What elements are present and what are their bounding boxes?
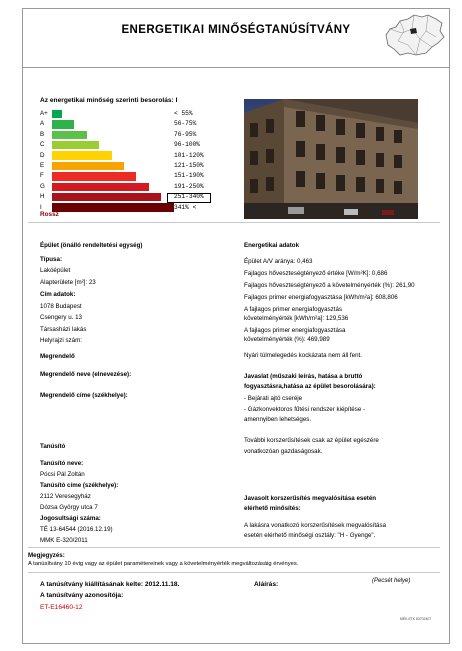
- rating-class-bar: [52, 120, 74, 129]
- rating-class-letter: G: [40, 182, 45, 190]
- section-divider: [28, 547, 440, 548]
- certifier-heading: Tanúsító: [40, 443, 66, 450]
- rating-class-letter: I: [40, 203, 42, 211]
- building-type-label: Típusa:: [40, 256, 63, 263]
- energy-line-5: A fajlagos primer energiafogyasztás: [244, 306, 343, 313]
- rating-class-range: 101-120%: [174, 151, 204, 159]
- certifier-name-value: Pócsi Pál Zoltán: [40, 471, 85, 478]
- rating-class-bar: [52, 162, 124, 171]
- rating-class-letter: C: [40, 141, 45, 149]
- energy-line-4: Fajlagos primer energiafogyasztása [kWh/m²a]: 608,806: [244, 294, 398, 301]
- address-kind: Társasházi lakás: [40, 326, 87, 333]
- rating-class-letter: A+: [40, 110, 48, 117]
- rating-class-bar: [52, 131, 87, 140]
- rating-class-bar: [52, 183, 149, 192]
- signature-label: Aláírás:: [254, 581, 279, 588]
- stamp-placeholder: (Pecsét helye): [372, 578, 411, 584]
- rating-class-letter: F: [40, 172, 44, 180]
- section-divider: [28, 222, 440, 223]
- rating-class-range: 96-100%: [174, 141, 200, 149]
- license-number-1: TÉ 13-64544 (2016.12.19): [40, 526, 113, 533]
- certifier-address-label: Tanúsító címe (székhelye):: [40, 482, 119, 489]
- proposal-item-3: amennyiben lehetséges.: [244, 416, 312, 423]
- rating-class-bar: [52, 141, 99, 150]
- rating-class-range: 341% <: [174, 203, 197, 211]
- rating-class-range: 151-190%: [174, 172, 204, 180]
- certifier-address-city: 2112 Veresegyház: [40, 493, 91, 500]
- building-photo: [244, 99, 418, 219]
- rating-class-bar: [52, 172, 136, 181]
- remark-heading: Megjegyzés:: [28, 552, 65, 559]
- rating-class-range: < 55%: [174, 110, 193, 117]
- rating-class-letter: E: [40, 162, 45, 169]
- recommended-text-1: A lakásra vonatkozó korszerűsítések megvalósítása: [244, 522, 387, 529]
- proposal-item-1: - Bejárati ajtó cseréje: [244, 395, 303, 402]
- rating-class-bar: [52, 193, 161, 202]
- recommended-heading-2: elérhető minősítés:: [244, 505, 301, 512]
- address-label: Cím adatok:: [40, 291, 76, 298]
- client-heading: Megrendelő: [40, 353, 75, 360]
- energy-line-7: A fajlagos primer energiafogyasztása: [244, 327, 346, 334]
- hungary-map-icon: [382, 11, 446, 61]
- energy-line-8: követelményérték (%): 469,989: [244, 336, 330, 343]
- energy-heading: Energetikai adatok: [244, 242, 300, 249]
- rating-class-letter: A: [40, 120, 45, 128]
- rating-class-range: 121-150%: [174, 162, 204, 169]
- document-title: ENERGETIKAI MINŐSÉGTANÚSÍTVÁNY: [121, 24, 351, 36]
- proposal-heading-1: Javaslat (műszaki leírás, hatása a bruttó: [244, 373, 363, 380]
- client-address-label: Megrendelő címe (székhelye):: [40, 392, 128, 399]
- overheat-risk: Nyári túlmelegedés kockázata nem áll fent.: [244, 352, 362, 359]
- rating-title: Az energetikai minőség szerinti besorolás: I: [40, 97, 178, 104]
- rating-class-letter: D: [40, 151, 45, 159]
- address-street: Csengery u. 13: [40, 314, 82, 321]
- rating-class-bar: [52, 203, 174, 212]
- energy-line-1: Épület A/V aránya: 0,463: [244, 258, 313, 265]
- license-number-2: MMK E-320/2011: [40, 537, 88, 544]
- rating-class-range: 76-95%: [174, 130, 197, 138]
- remark-text: A tanúsítvány 10 évig vagy az épület paramétereinek vagy a követelményérték megváltozásáig érvényes.: [28, 561, 299, 567]
- certifier-address-street: Dózsa György utca 7: [40, 504, 98, 511]
- issue-date: A tanúsítvány kiállításának kelte: 2012.11.18.: [40, 581, 180, 588]
- certifier-name-label: Tanúsító neve:: [40, 460, 84, 467]
- rating-class-letter: B: [40, 130, 45, 138]
- rating-class-range: 191-250%: [174, 182, 204, 190]
- building-area: Alapterülete [m²]: 23: [40, 279, 96, 286]
- building-heading: Épület (önálló rendeltetési egység): [40, 242, 143, 249]
- parcel-number: Helyrajzi szám:: [40, 337, 82, 344]
- license-label: Jogosultsági száma:: [40, 515, 101, 522]
- rating-class-letter: H: [40, 193, 45, 201]
- energy-line-3: Fajlagos hőveszteségtényező a követelményérték (%): 261,90: [244, 282, 415, 289]
- address-city: 1078 Budapest: [40, 303, 82, 310]
- rating-class-bar: [52, 151, 112, 160]
- energy-line-6: követelményérték [kWh/m²a]: 129,536: [244, 315, 349, 322]
- certificate-id-value: ET-E16460-12: [40, 604, 83, 611]
- energy-line-2: Fajlagos hőveszteségtényező értéke [W/m²K]: 0,686: [244, 270, 388, 277]
- form-code: MÉK-ETK 83702407: [400, 617, 432, 621]
- current-class-label: Rossz: [40, 211, 59, 218]
- current-class-marker: [167, 193, 211, 203]
- recommended-heading-1: Javasolt korszerűsítés megvalósítása esetén: [244, 495, 377, 502]
- proposal-heading-2: fogyasztásra,hatása az épület besorolására):: [244, 383, 376, 390]
- proposal-item-2: - Gázkonvektoros fűtési rendszer kiépítése -: [244, 406, 366, 413]
- client-name-label: Megrendelő neve (elnevezése):: [40, 371, 132, 378]
- section-divider: [28, 572, 440, 573]
- rating-class-range: 251-340%: [174, 193, 204, 201]
- proposal-note-1: További korszerűsítések csak az épület egészére: [244, 437, 379, 444]
- proposal-note-2: vonatkozóan gazdaságosak.: [244, 448, 323, 455]
- rating-class-bar: [52, 110, 62, 119]
- certificate-header: [22, 8, 450, 68]
- recommended-text-2: esetén elérhető minőségi osztály: "H - Gyenge".: [244, 532, 376, 539]
- rating-class-range: 56-75%: [174, 120, 197, 128]
- building-type-value: Lakóépület: [40, 267, 71, 274]
- certificate-id-label: A tanúsítvány azonosítója:: [40, 592, 124, 599]
